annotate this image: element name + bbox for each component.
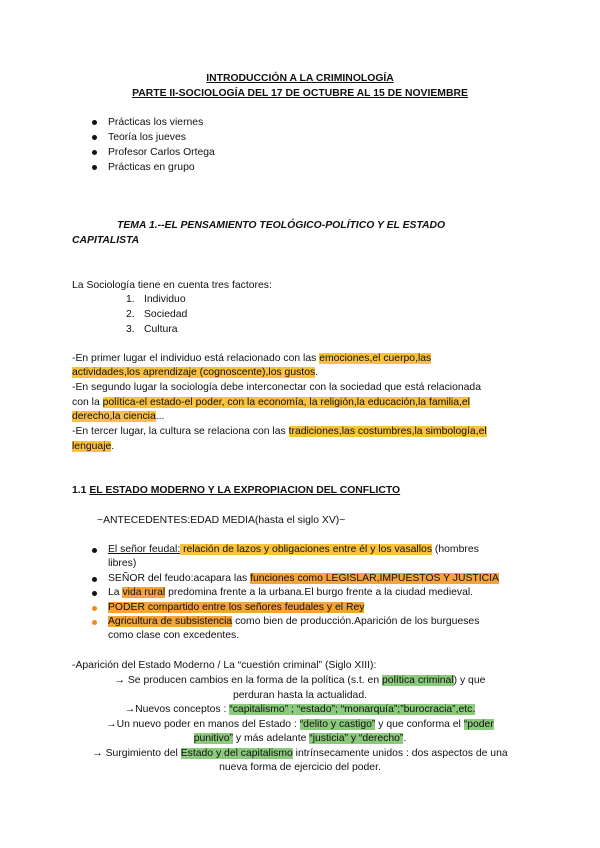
factors-intro: La Sociología tiene en cuenta tres factores: [72,280,272,291]
factor-item: 1. Individuo [126,294,186,305]
list-item: Prácticas los viernes [108,117,204,128]
factor-item: 3. Cultura [126,324,178,335]
list-item: Prácticas en grupo [108,162,195,173]
bullet-icon [92,135,97,140]
antecedentes-subtitle: ~ANTECEDENTES:EDAD MEDIA(hasta el siglo XV)~ [97,515,346,526]
list-item: Agricultura de subsistencia como bien de producción.Aparición de los burgueses [108,616,480,627]
title-line-2: PARTE II-SOCIOLOGÍA DEL 17 DE OCTUBRE AL 15 DE NOVIEMBRE [132,88,468,99]
modern-line: → Se producen cambios en la forma de la política (s.t. en política criminal) y que [114,675,486,686]
bullet-icon [92,150,97,155]
factor-item: 2. Sociedad [126,309,188,320]
paragraph-individuo: -En primer lugar el individuo está relacionado con las emociones,el cuerpo,las [72,353,432,364]
paragraph-sociedad-cont: derecho,la ciencia... [72,411,165,422]
list-item-cont: libres) [108,558,137,569]
modern-line: perduran hasta la actualidad. [232,690,368,701]
bullet-icon [92,591,97,596]
bullet-icon [92,548,97,553]
bullet-icon [92,165,97,170]
list-item: Teoría los jueves [108,132,186,143]
modern-line: →Nuevos conceptos : “capitalismo” ; “estado”; “monarquía”;”burocracia”,etc. [124,704,476,715]
bullet-icon [92,577,97,582]
title-line-1: INTRODUCCIÓN A LA CRIMINOLOGÍA [206,73,394,84]
bullet-icon [92,606,97,611]
paragraph-sociedad: -En segundo lugar la sociología debe interconectar con la sociedad que está relacionada [72,382,481,393]
modern-line: → Surgimiento del Estado y del capitalismo intrínsecamente unidos : dos aspectos de una [92,748,508,759]
modern-line: →Un nuevo poder en manos del Estado : “delito y castigo” y que conforma el “poder [106,719,494,730]
bullet-icon [92,120,97,125]
paragraph-cultura-cont: lenguaje. [72,441,115,452]
tema-heading-line-1: TEMA 1.--EL PENSAMIENTO TEOLÓGICO-POLÍTICO Y EL ESTADO [117,220,446,231]
list-item: PODER compartido entre los señores feudales y el Rey [108,602,365,613]
list-item: SEÑOR del feudo:acapara las funciones como LEGISLAR,IMPUESTOS Y JUSTICIA [108,573,499,584]
list-item: La vida rural predomina frente a la urbana.El burgo frente a la ciudad medieval. [108,587,474,598]
bullet-icon [92,620,97,625]
list-item-cont: como clase con excedentes. [108,630,240,641]
paragraph-cultura: -En tercer lugar, la cultura se relaciona con las tradiciones,las costumbres,la simbología,el [72,426,487,437]
modern-line: nueva forma de ejercicio del poder. [219,762,381,773]
modern-state-intro: -Aparición del Estado Moderno / La “cuestión criminal” (Siglo XIII): [72,660,377,671]
section-heading: 1.1 EL ESTADO MODERNO Y LA EXPROPIACION DEL CONFLICTO [72,485,401,496]
list-item: Profesor Carlos Ortega [108,147,215,158]
list-item: El señor feudal: relación de lazos y obligaciones entre él y los vasallos (hombres [108,544,479,555]
tema-heading-line-2: CAPITALISTA [72,235,140,246]
modern-line: punitivo” y más adelante “justicia” y “derecho”. [193,733,407,744]
paragraph-sociedad-cont: con la política-el estado-el poder, con la economía, la religión,la educación,la familia,el [72,397,470,408]
paragraph-individuo-cont: actividades,los aprendizaje (cognoscente),los gustos. [72,367,319,378]
